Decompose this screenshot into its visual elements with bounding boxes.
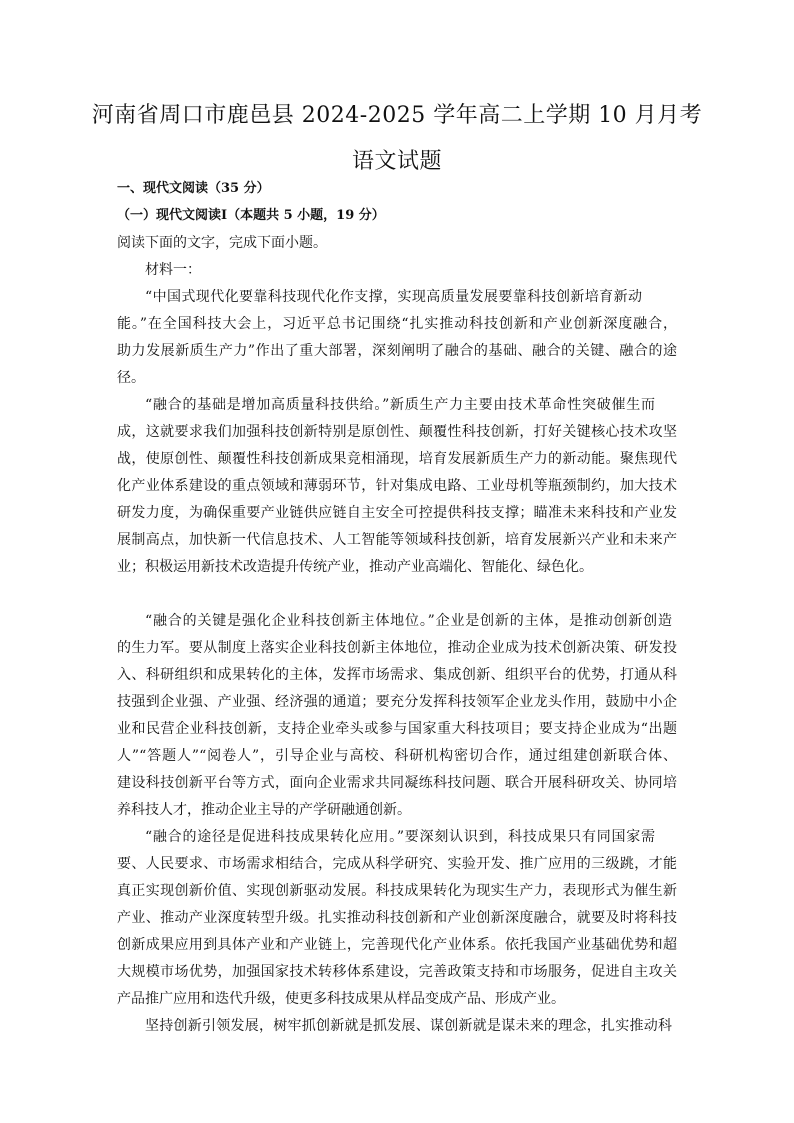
body-line: 要、人民要求、市场需求相结合，完成从科学研究、实验开发、推广应用的三级跳，才能 bbox=[117, 856, 677, 872]
body-line: 大规模市场优势，加强国家技术转移体系建设，完善政策支持和市场服务，促进自主攻关 bbox=[117, 964, 677, 980]
body-line: 入、科研组织和成果转化的主体，发挥市场需求、集成创新、组织平台的优势，打通从科 bbox=[117, 667, 677, 683]
body-line: 径。 bbox=[117, 370, 145, 386]
body-line: 化产业体系建设的重点领域和薄弱环节，针对集成电路、工业母机等瓶颈制约，加大技术 bbox=[117, 478, 677, 494]
subsection-heading: （一）现代文阅读Ⅰ（本题共 5 小题，19 分） bbox=[117, 208, 385, 223]
body-line: 助力发展新质生产力”作出了重大部署，深刻阐明了融合的基础、融合的关键、融合的途 bbox=[117, 343, 677, 359]
body-line: 创新成果应用到具体产业和产业链上，完善现代化产业体系。依托我国产业基础优势和超 bbox=[117, 937, 677, 953]
body-line: 真正实现创新价值、实现创新驱动发展。科技成果转化为现实生产力，表现形式为催生新 bbox=[117, 883, 677, 899]
body-line: 能。”在全国科技大会上，习近平总书记围绕“扎实推动科技创新和产业创新深度融合， bbox=[117, 316, 677, 332]
instruction-text: 阅读下面的文字，完成下面小题。 bbox=[117, 235, 327, 251]
body-line: “融合的基础是增加高质量科技供给。”新质生产力主要由技术革命性突破催生而 bbox=[145, 397, 655, 413]
document-title: 河南省周口市鹿邑县 2024-2025 学年高二上学期 10 月月考 bbox=[91, 103, 703, 128]
body-line: 技强到企业强、产业强、经济强的通道；要充分发挥科技领军企业龙头作用，鼓励中小企 bbox=[117, 694, 677, 710]
body-line: “融合的关键是强化企业科技创新主体地位。”企业是创新的主体，是推动创新创造 bbox=[145, 613, 672, 629]
body-line: 业和民营企业科技创新，支持企业牵头或参与国家重大科技项目；要支持企业成为“出题 bbox=[117, 721, 677, 737]
body-line: 建设科技创新平台等方式，面向企业需求共同凝练科技问题、联合开展科研攻关、协同培 bbox=[117, 775, 677, 791]
body-line: 的生力军。要从制度上落实企业科技创新主体地位，推动企业成为技术创新决策、研发投 bbox=[117, 640, 677, 656]
body-line: 业；积极运用新技术改造提升传统产业，推动产业高端化、智能化、绿色化。 bbox=[117, 559, 593, 575]
body-line: 成，这就要求我们加强科技创新特别是原创性、颠覆性科技创新，打好关键核心技术攻坚 bbox=[117, 424, 677, 440]
body-line: 人”“答题人”“阅卷人”，引导企业与高校、科研机构密切合作，通过组建创新联合体、 bbox=[117, 748, 677, 764]
section-heading: 一、现代文阅读（35 分） bbox=[117, 181, 270, 196]
body-line: 产业、推动产业深度转型升级。扎实推动科技创新和产业创新深度融合，就要及时将科技 bbox=[117, 910, 677, 926]
body-line: 养科技人才，推动企业主导的产学研融通创新。 bbox=[117, 802, 411, 818]
body-line: “中国式现代化要靠科技现代化作支撑，实现高质量发展要靠科技创新培育新动 bbox=[145, 289, 642, 305]
body-line: 研发力度，为确保重要产业链供应链自主安全可控提供科技支撑；瞄准未来科技和产业发 bbox=[117, 505, 677, 521]
body-line: “融合的途径是促进科技成果转化应用。”要深刻认识到，科技成果只有同国家需 bbox=[145, 829, 655, 845]
material-label: 材料一： bbox=[145, 262, 201, 278]
body-line: 展制高点，加快新一代信息技术、人工智能等领域科技创新，培育发展新兴产业和未来产 bbox=[117, 532, 677, 548]
body-line: 产品推广应用和迭代升级，使更多科技成果从样品变成产品、形成产业。 bbox=[117, 991, 565, 1007]
body-line: 坚持创新引领发展，树牢抓创新就是抓发展、谋创新就是谋未来的理念，扎实推动科 bbox=[145, 1018, 672, 1034]
document-subtitle: 语文试题 bbox=[351, 149, 442, 174]
body-line: 战，使原创性、颠覆性科技创新成果竞相涌现，培育发展新质生产力的新动能。聚焦现代 bbox=[117, 451, 677, 467]
